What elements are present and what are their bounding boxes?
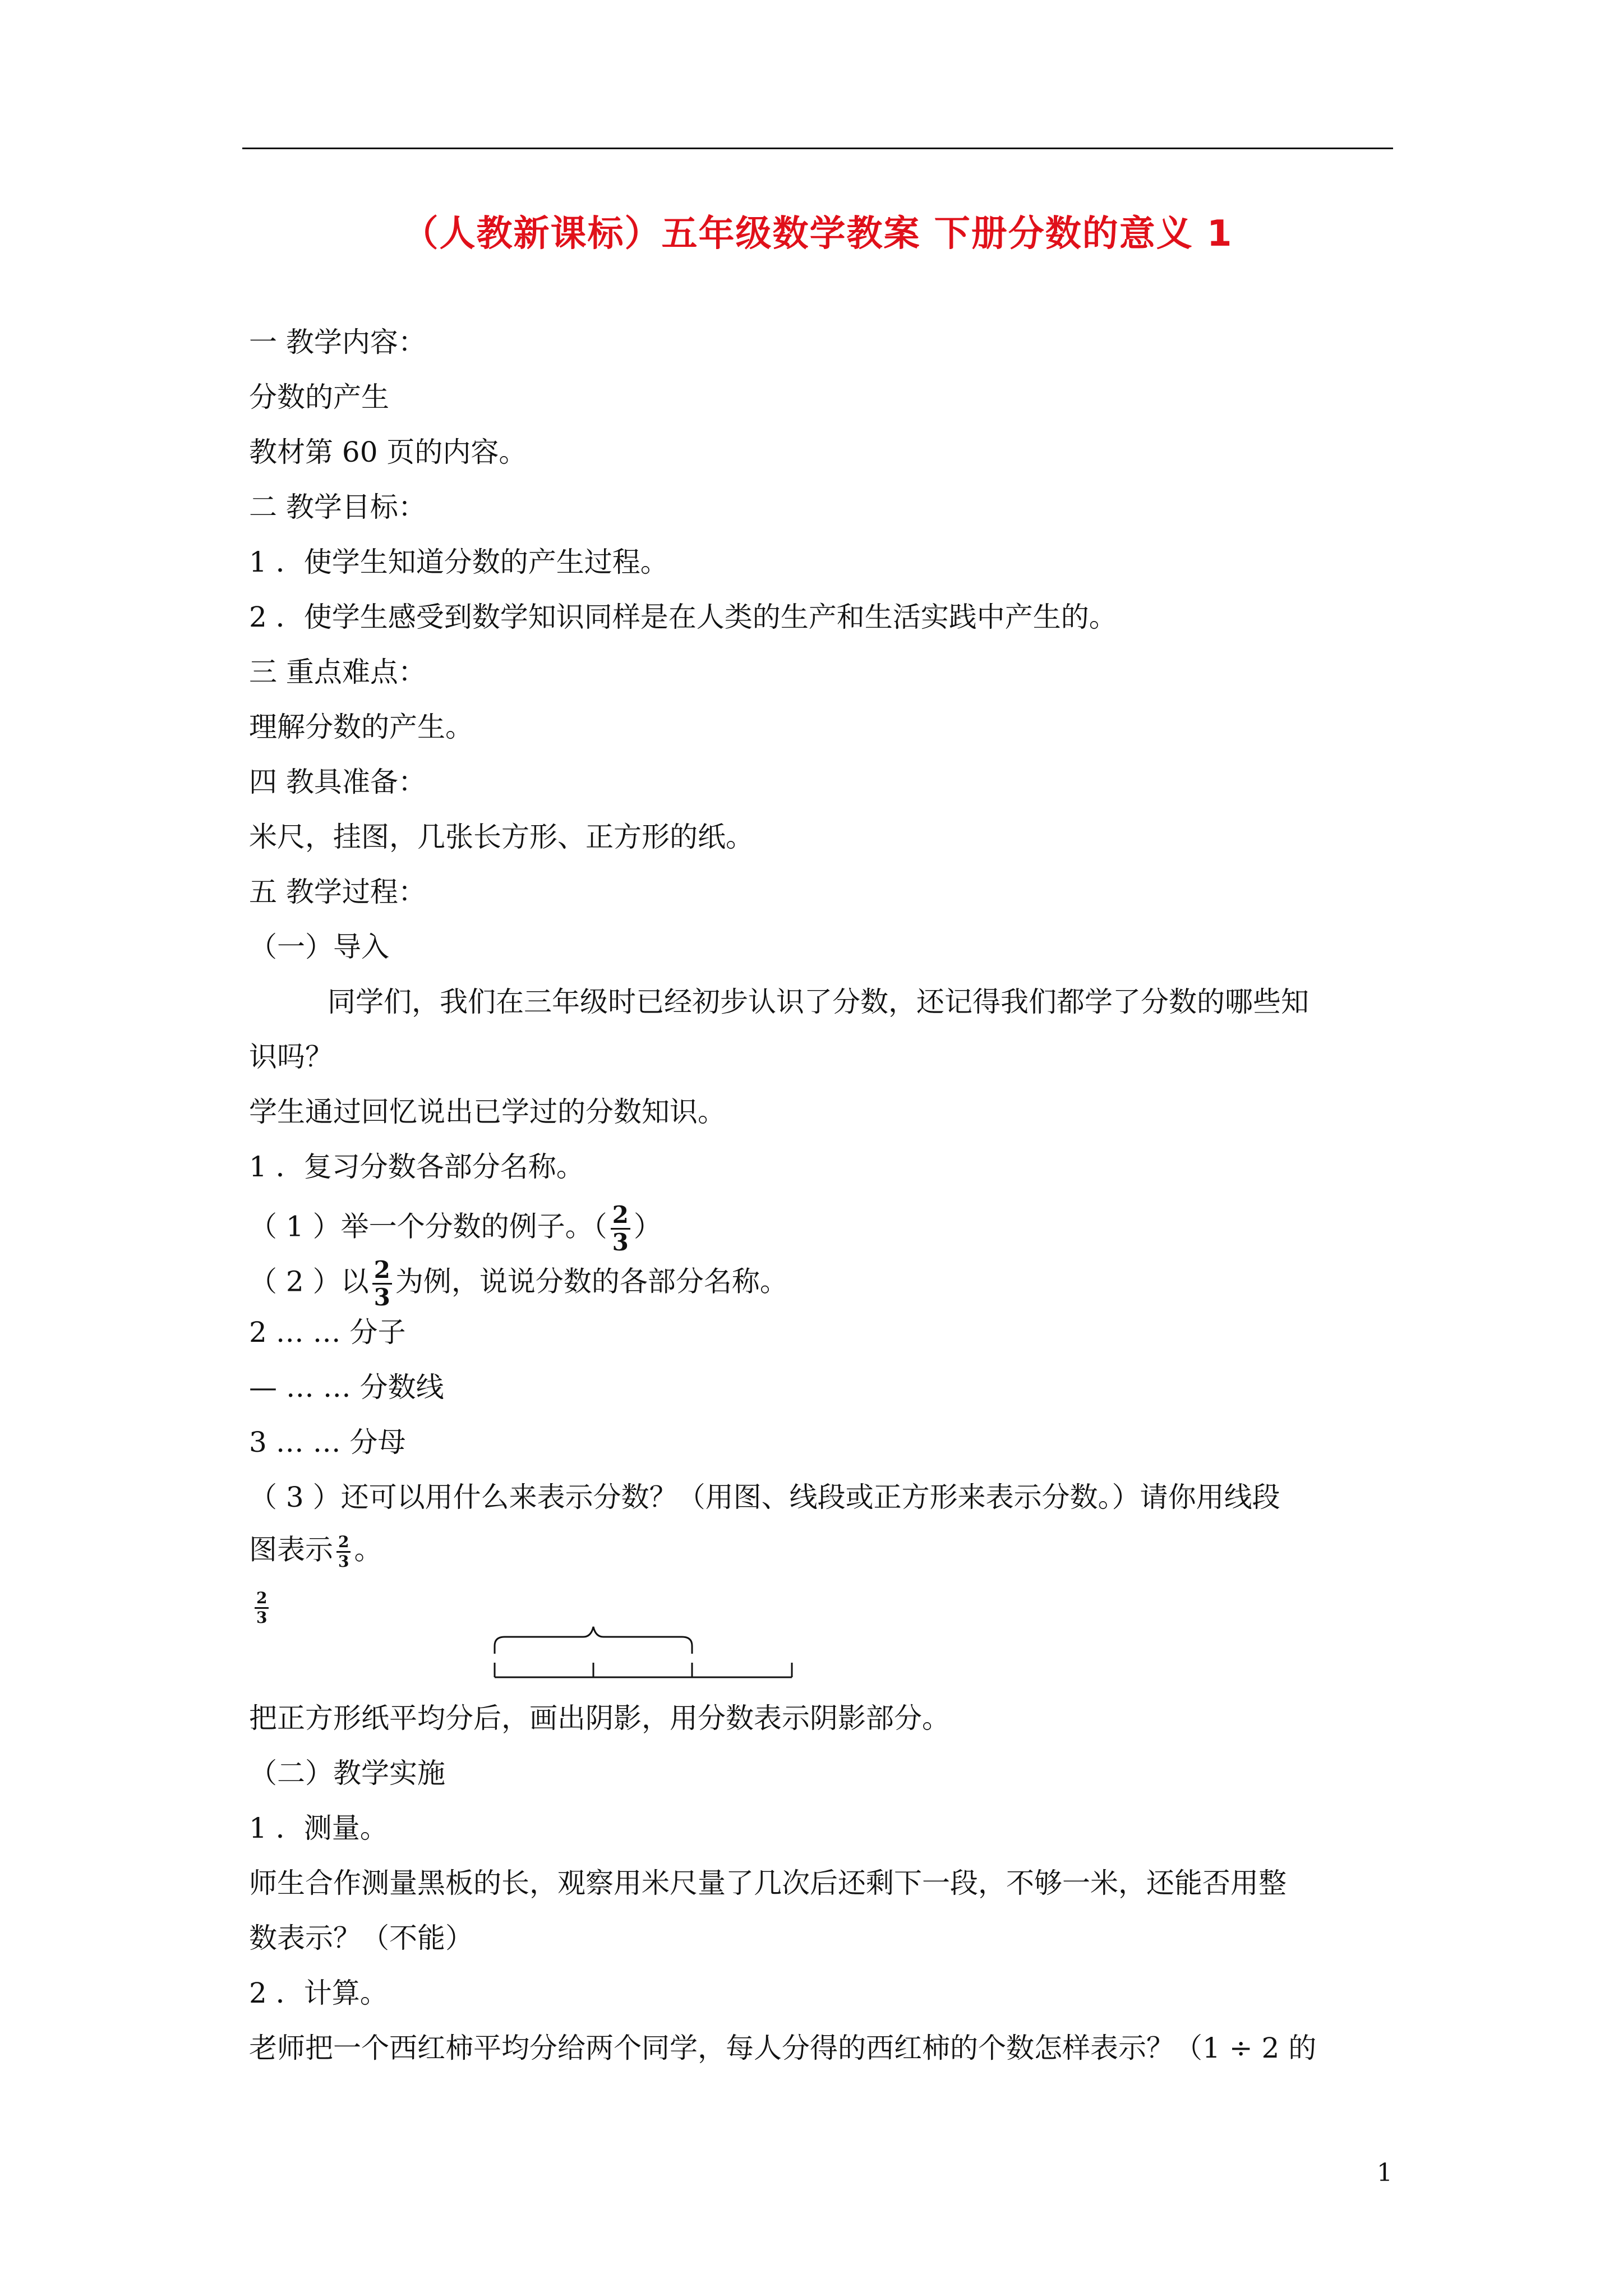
numerator-label: 2 … … 分子 (249, 1316, 406, 1349)
fraction-two-thirds (611, 1203, 630, 1254)
section-heading: 三 重点难点： (249, 656, 426, 688)
text-line: （ 3 ）还可以用什么来表示分数？（用图、线段或正方形来表示分数。）请你用线段 (249, 1481, 1280, 1513)
line-segment-diagram (482, 1621, 796, 1683)
text-line: 识吗？ (249, 1041, 333, 1073)
page-number: 1 (1377, 2159, 1393, 2187)
parts-prefix: （ 2 ）以 (249, 1265, 369, 1298)
fraction-numerator: 2 (372, 1258, 392, 1285)
text-line: 1 ．测量。 (249, 1812, 388, 1844)
section-heading: 四 教具准备： (249, 766, 426, 798)
text-line: 1 ．使学生知道分数的产生过程。 (249, 546, 668, 578)
segment-brace (495, 1627, 692, 1654)
fraction-numerator: 2 (255, 1590, 269, 1609)
text-line: 师生合作测量黑板的长，观察用米尺量了几次后还剩下一段，不够一米，还能否用整 (249, 1867, 1287, 1899)
text-line: 理解分数的产生。 (249, 711, 473, 743)
section-heading: 一 教学内容： (249, 326, 426, 358)
text-line: 数表示？（不能） (249, 1922, 473, 1954)
text-line: 1 ．复习分数各部分名称。 (249, 1151, 584, 1183)
section-heading: 五 教学过程： (249, 876, 426, 908)
text-line: 米尺，挂图，几张长方形、正方形的纸。 (249, 821, 754, 853)
fraction-two-thirds (372, 1258, 392, 1309)
subsection-heading: （二）教学实施 (249, 1757, 445, 1789)
page-title: （人教新课标）五年级数学教案 下册分数的意义 1 (402, 213, 1233, 255)
fraction-two-thirds (336, 1534, 351, 1570)
fraction-denominator: 3 (256, 1608, 268, 1627)
denominator-label: 3 … … 分母 (249, 1426, 406, 1458)
subsection-heading: （一）导入 (249, 931, 389, 963)
draw-prefix: 图表示 (249, 1533, 333, 1566)
fraction-two-thirds (255, 1590, 269, 1626)
text-line: 分数的产生 (249, 381, 389, 413)
section-heading: 二 教学目标： (249, 491, 426, 523)
example-suffix: ） (633, 1210, 662, 1243)
text-line: 教材第 60 页的内容。 (249, 436, 527, 468)
fraction-bar-label: — … … 分数线 (249, 1371, 444, 1404)
text-line: 2 ．计算。 (249, 1977, 388, 2009)
draw-line (249, 1534, 382, 1570)
text-line: 同学们，我们在三年级时已经初步认识了分数，还记得我们都学了分数的哪些知 (328, 986, 1309, 1018)
fraction-numerator: 2 (336, 1534, 351, 1553)
example-prefix: （ 1 ）举一个分数的例子。（ (249, 1210, 607, 1243)
header-rule (242, 148, 1393, 149)
draw-suffix: 。 (354, 1533, 382, 1566)
parts-line (249, 1258, 788, 1309)
fraction-denominator: 3 (374, 1283, 390, 1311)
example-line (249, 1203, 662, 1254)
text-line: 老师把一个西红柿平均分给两个同学，每人分得的西红柿的个数怎样表示？（1 ÷ 2 的 (249, 2032, 1317, 2064)
parts-suffix: 为例，说说分数的各部分名称。 (395, 1265, 788, 1298)
text-line: 2 ．使学生感受到数学知识同样是在人类的生产和生活实践中产生的。 (249, 601, 1117, 633)
fraction-denominator: 3 (612, 1228, 629, 1256)
text-line: 学生通过回忆说出已学过的分数知识。 (249, 1096, 726, 1128)
text-line: 把正方形纸平均分后，画出阴影，用分数表示阴影部分。 (249, 1702, 950, 1734)
diagram-label (251, 1590, 272, 1626)
fraction-numerator: 2 (611, 1203, 630, 1230)
fraction-denominator: 3 (338, 1552, 349, 1571)
